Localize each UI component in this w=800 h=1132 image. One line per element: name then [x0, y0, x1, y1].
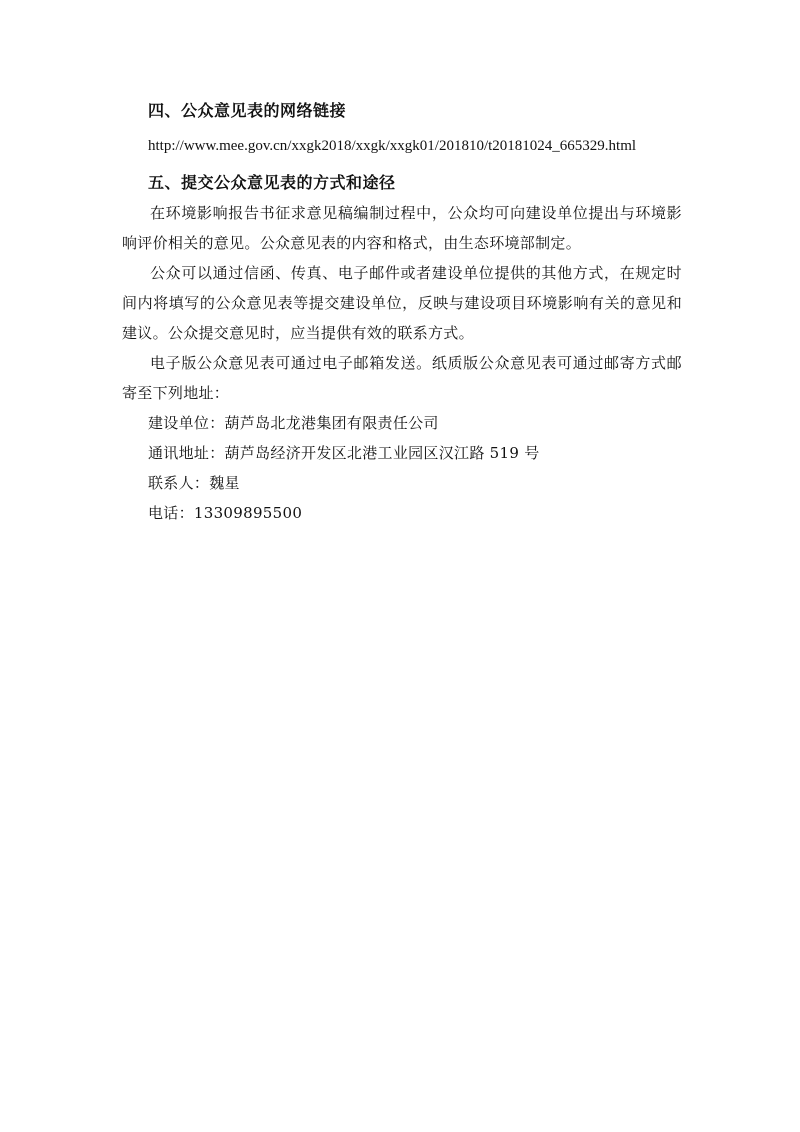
contact-address	[122, 438, 682, 468]
contact-address-value: 葫芦岛经济开发区北港工业园区汉江路 519 号	[224, 444, 540, 462]
contact-person-label: 联系人：	[148, 474, 210, 492]
contact-unit-label: 建设单位：	[148, 414, 225, 432]
contact-address-label: 通讯地址：	[148, 444, 225, 462]
contact-phone-value: 13309895500	[193, 504, 303, 522]
contact-person-value: 魏星	[209, 474, 240, 492]
contact-phone	[122, 498, 682, 528]
public-opinion-form-link[interactable]: http://www.mee.gov.cn/xxgk2018/xxgk/xxgk01/201810/t20181024_665329.html	[148, 138, 637, 154]
contact-unit	[122, 408, 682, 438]
paragraph-3: 电子版公众意见表可通过电子邮箱发送。纸质版公众意见表可通过邮寄方式邮寄至下列地址：	[122, 354, 682, 402]
section5-heading: 五、提交公众意见表的方式和途径	[148, 173, 396, 192]
paragraph-1: 在环境影响报告书征求意见稿编制过程中，公众均可向建设单位提出与环境影响评价相关的意见。公众意见表的内容和格式，由生态环境部制定。	[122, 204, 682, 252]
page-content	[122, 96, 682, 528]
section4-heading: 四、公众意见表的网络链接	[148, 101, 347, 120]
contact-unit-value: 葫芦岛北龙港集团有限责任公司	[224, 414, 439, 432]
contact-phone-label: 电话：	[148, 504, 194, 522]
contact-person	[122, 468, 682, 498]
paragraph-2: 公众可以通过信函、传真、电子邮件或者建设单位提供的其他方式，在规定时间内将填写的公众意见表等提交建设单位，反映与建设项目环境影响有关的意见和建议。公众提交意见时，应当提供有效的联系方式。	[122, 264, 682, 342]
